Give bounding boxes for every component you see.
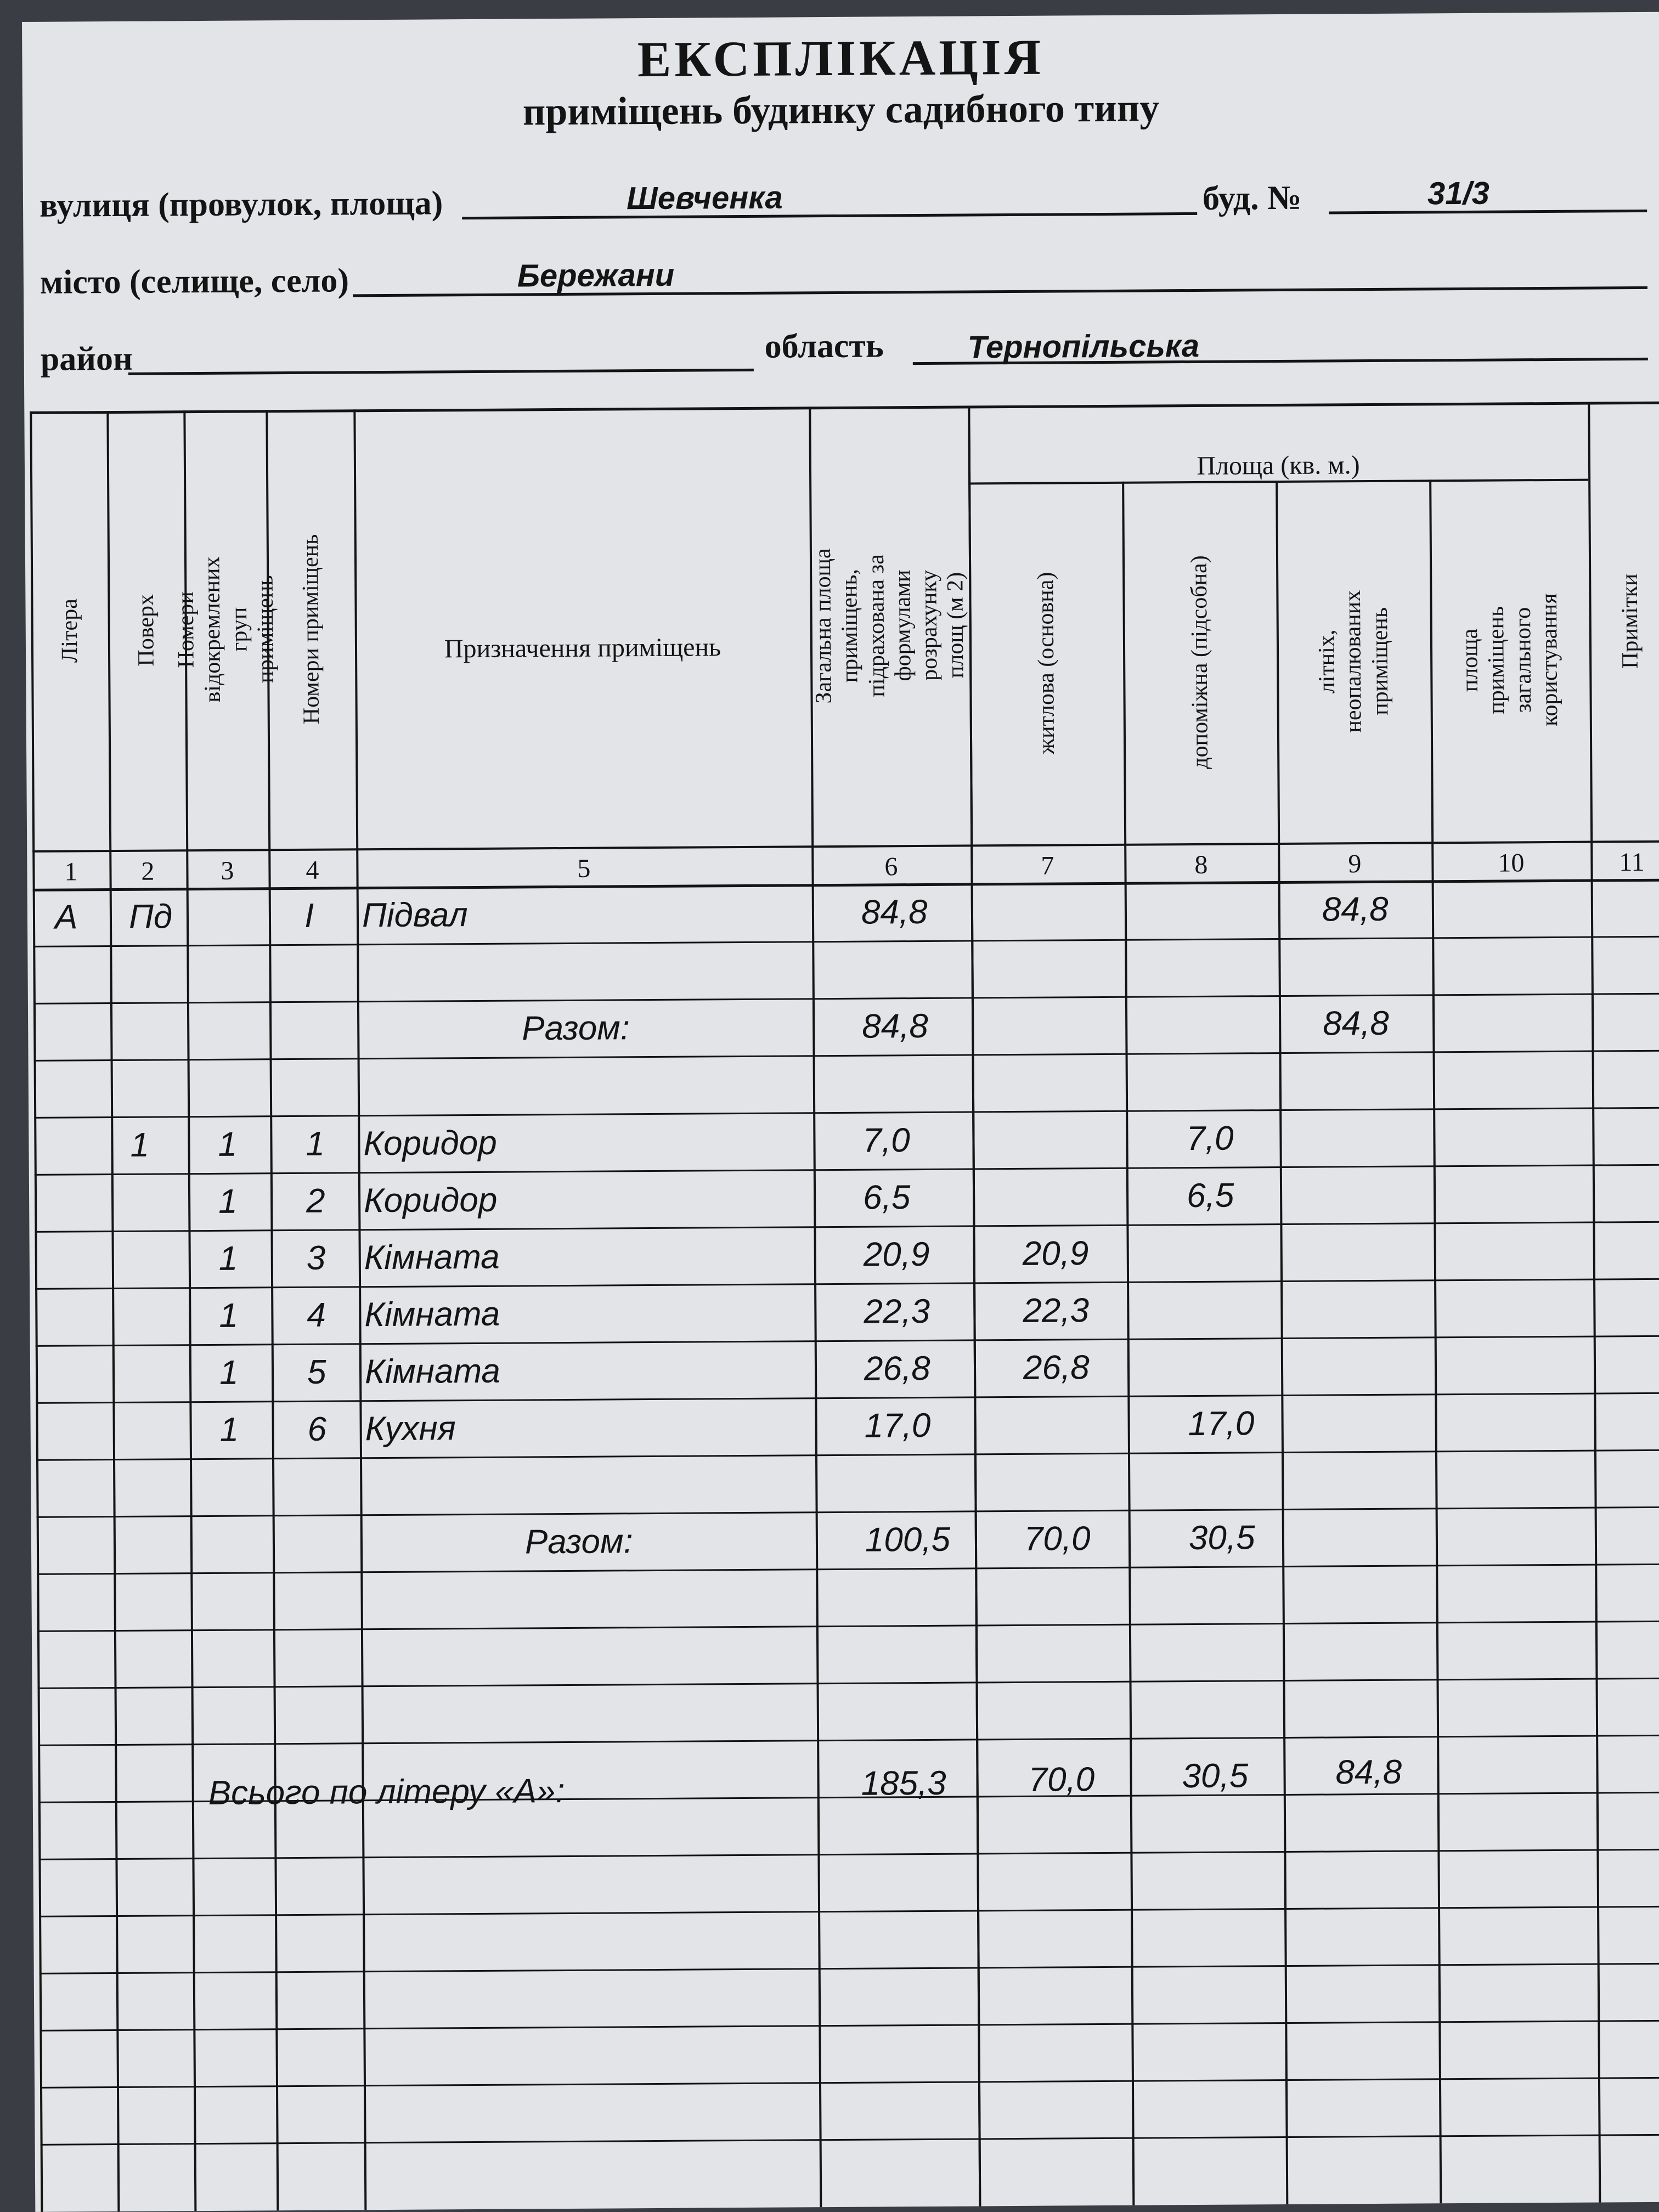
grid-hline — [41, 2134, 1659, 2146]
document-title: ЕКСПЛІКАЦІЯ — [637, 29, 1045, 88]
column-number: 11 — [1619, 847, 1645, 877]
cell-purpose: Коридор — [363, 1124, 497, 1163]
column-number: 4 — [306, 855, 319, 885]
grid-hline — [36, 1392, 1659, 1404]
grid-hline — [34, 1107, 1659, 1119]
cell-purpose: Кімната — [364, 1295, 500, 1334]
cell-total: 100,5 — [865, 1520, 951, 1559]
city-label: місто (селище, село) — [40, 262, 349, 301]
street-underline — [462, 212, 1197, 219]
cell-room: 3 — [306, 1239, 326, 1277]
cell-room: 6 — [307, 1410, 327, 1448]
grid-hline — [35, 1278, 1659, 1290]
area-group-header: Площа (кв. м.) — [1197, 450, 1360, 481]
grand-total-label: Всього по літеру «А»: — [208, 1772, 565, 1812]
column-number: 7 — [1041, 851, 1054, 881]
cell-summer: 84,8 — [1322, 1004, 1390, 1043]
grid-hline — [40, 2020, 1659, 2032]
document-page — [22, 12, 1659, 2212]
column-number: 2 — [141, 856, 155, 886]
col-header-purpose: Призначення приміщень — [444, 633, 721, 664]
cell-living: 22,3 — [1023, 1291, 1090, 1330]
grid-hline — [40, 1963, 1659, 1974]
col-header-summer: літніх, неопалюваних приміщень — [1314, 590, 1393, 733]
cell-purpose: Разом: — [522, 1009, 630, 1048]
column-number: 10 — [1498, 848, 1525, 878]
district-label: район — [40, 340, 133, 378]
grid-hline — [33, 936, 1659, 947]
cell-group: 1 — [219, 1296, 239, 1335]
grid-hline — [38, 1849, 1659, 1860]
cell-room: 5 — [307, 1353, 326, 1391]
grid-hline — [37, 1564, 1659, 1575]
cell-purpose: Разом: — [524, 1522, 633, 1561]
cell-total: 17,0 — [864, 1406, 931, 1445]
grand-total-living: 70,0 — [1028, 1760, 1095, 1799]
column-number: 3 — [221, 856, 234, 885]
cell-floor: 1 — [130, 1126, 150, 1164]
cell-aux: 7,0 — [1186, 1119, 1234, 1158]
grid-hline — [33, 993, 1659, 1005]
document-subtitle: приміщень будинку садибного типу — [522, 86, 1160, 134]
cell-total: 20,9 — [863, 1235, 930, 1274]
grid-hline — [36, 1449, 1659, 1461]
grid-hline — [35, 1221, 1659, 1233]
cell-group: 1 — [218, 1182, 238, 1221]
grid-hline — [38, 1678, 1659, 1689]
cell-living: 20,9 — [1022, 1234, 1089, 1273]
street-label: вулиця (провулок, площа) — [39, 184, 443, 224]
cell-litera: А — [54, 898, 78, 936]
cell-room: 2 — [306, 1182, 325, 1220]
cell-total: 84,8 — [861, 893, 928, 932]
column-number: 5 — [577, 854, 591, 883]
cell-group: 1 — [218, 1125, 238, 1164]
col-header-litera: Літера — [57, 598, 82, 663]
cell-room: 1 — [306, 1125, 325, 1163]
cell-group: 1 — [218, 1239, 238, 1278]
grid-hline — [34, 1050, 1659, 1062]
grid-hline — [37, 1621, 1659, 1632]
col-header-rooms: Номери приміщень — [297, 534, 324, 725]
col-header-aux: допоміжна (підсобна) — [1186, 555, 1214, 769]
grand-total-summer: 84,8 — [1335, 1753, 1402, 1792]
cell-purpose: Кухня — [365, 1409, 456, 1448]
grid-hline — [37, 1506, 1659, 1518]
building-value: 31/3 — [1427, 175, 1490, 212]
col-header-notes: Примітки — [1617, 573, 1644, 669]
col-header-total-area: Загальна площа приміщень, підрахована за формулами розрахунку площ (м 2) — [810, 548, 969, 704]
cell-purpose: Підвал — [362, 896, 468, 935]
cell-aux: 17,0 — [1188, 1404, 1255, 1443]
city-value: Бережани — [517, 257, 675, 294]
region-label: область — [764, 327, 884, 365]
cell-total: 84,8 — [862, 1007, 929, 1046]
building-label: буд. № — [1202, 179, 1302, 217]
grand-total-total: 185,3 — [861, 1764, 947, 1803]
cell-purpose: Кімната — [364, 1352, 501, 1391]
street-value: Шевченка — [626, 179, 783, 217]
col-header-living: житлова (основна) — [1033, 572, 1060, 754]
grand-total-aux: 30,5 — [1182, 1757, 1249, 1796]
column-number: 9 — [1348, 849, 1362, 879]
cell-summer: 84,8 — [1322, 890, 1389, 929]
cell-aux: 30,5 — [1188, 1519, 1255, 1558]
cell-total: 26,8 — [864, 1349, 930, 1388]
col-header-common: площа приміщень загального користування — [1457, 593, 1563, 727]
column-number: 8 — [1194, 850, 1208, 879]
grid-hline — [40, 2077, 1659, 2089]
grid-hline — [35, 1164, 1659, 1176]
cell-living: 26,8 — [1023, 1348, 1090, 1387]
column-number: 6 — [884, 852, 898, 882]
cell-purpose: Кімната — [364, 1238, 500, 1277]
cell-floor: Пд — [128, 898, 173, 936]
district-underline — [128, 369, 754, 375]
cell-total: 22,3 — [864, 1292, 930, 1331]
grid-hline — [36, 1335, 1659, 1347]
column-number: 1 — [64, 857, 78, 887]
cell-purpose: Коридор — [363, 1181, 498, 1220]
grid-hline — [38, 1735, 1659, 1746]
cell-room: I — [304, 896, 314, 935]
cell-living: 70,0 — [1024, 1520, 1091, 1558]
cell-aux: 6,5 — [1186, 1176, 1234, 1215]
cell-total: 6,5 — [862, 1178, 911, 1217]
region-value: Тернопільська — [967, 328, 1200, 365]
col-header-groups: Номери відокремлених груп приміщень — [173, 556, 279, 703]
cell-room: 4 — [307, 1296, 326, 1334]
col-header-floor: Поверх — [133, 594, 160, 667]
cell-group: 1 — [219, 1410, 239, 1449]
cell-group: 1 — [219, 1353, 239, 1392]
grid-hline — [39, 1906, 1659, 1917]
cell-total: 7,0 — [862, 1121, 910, 1160]
